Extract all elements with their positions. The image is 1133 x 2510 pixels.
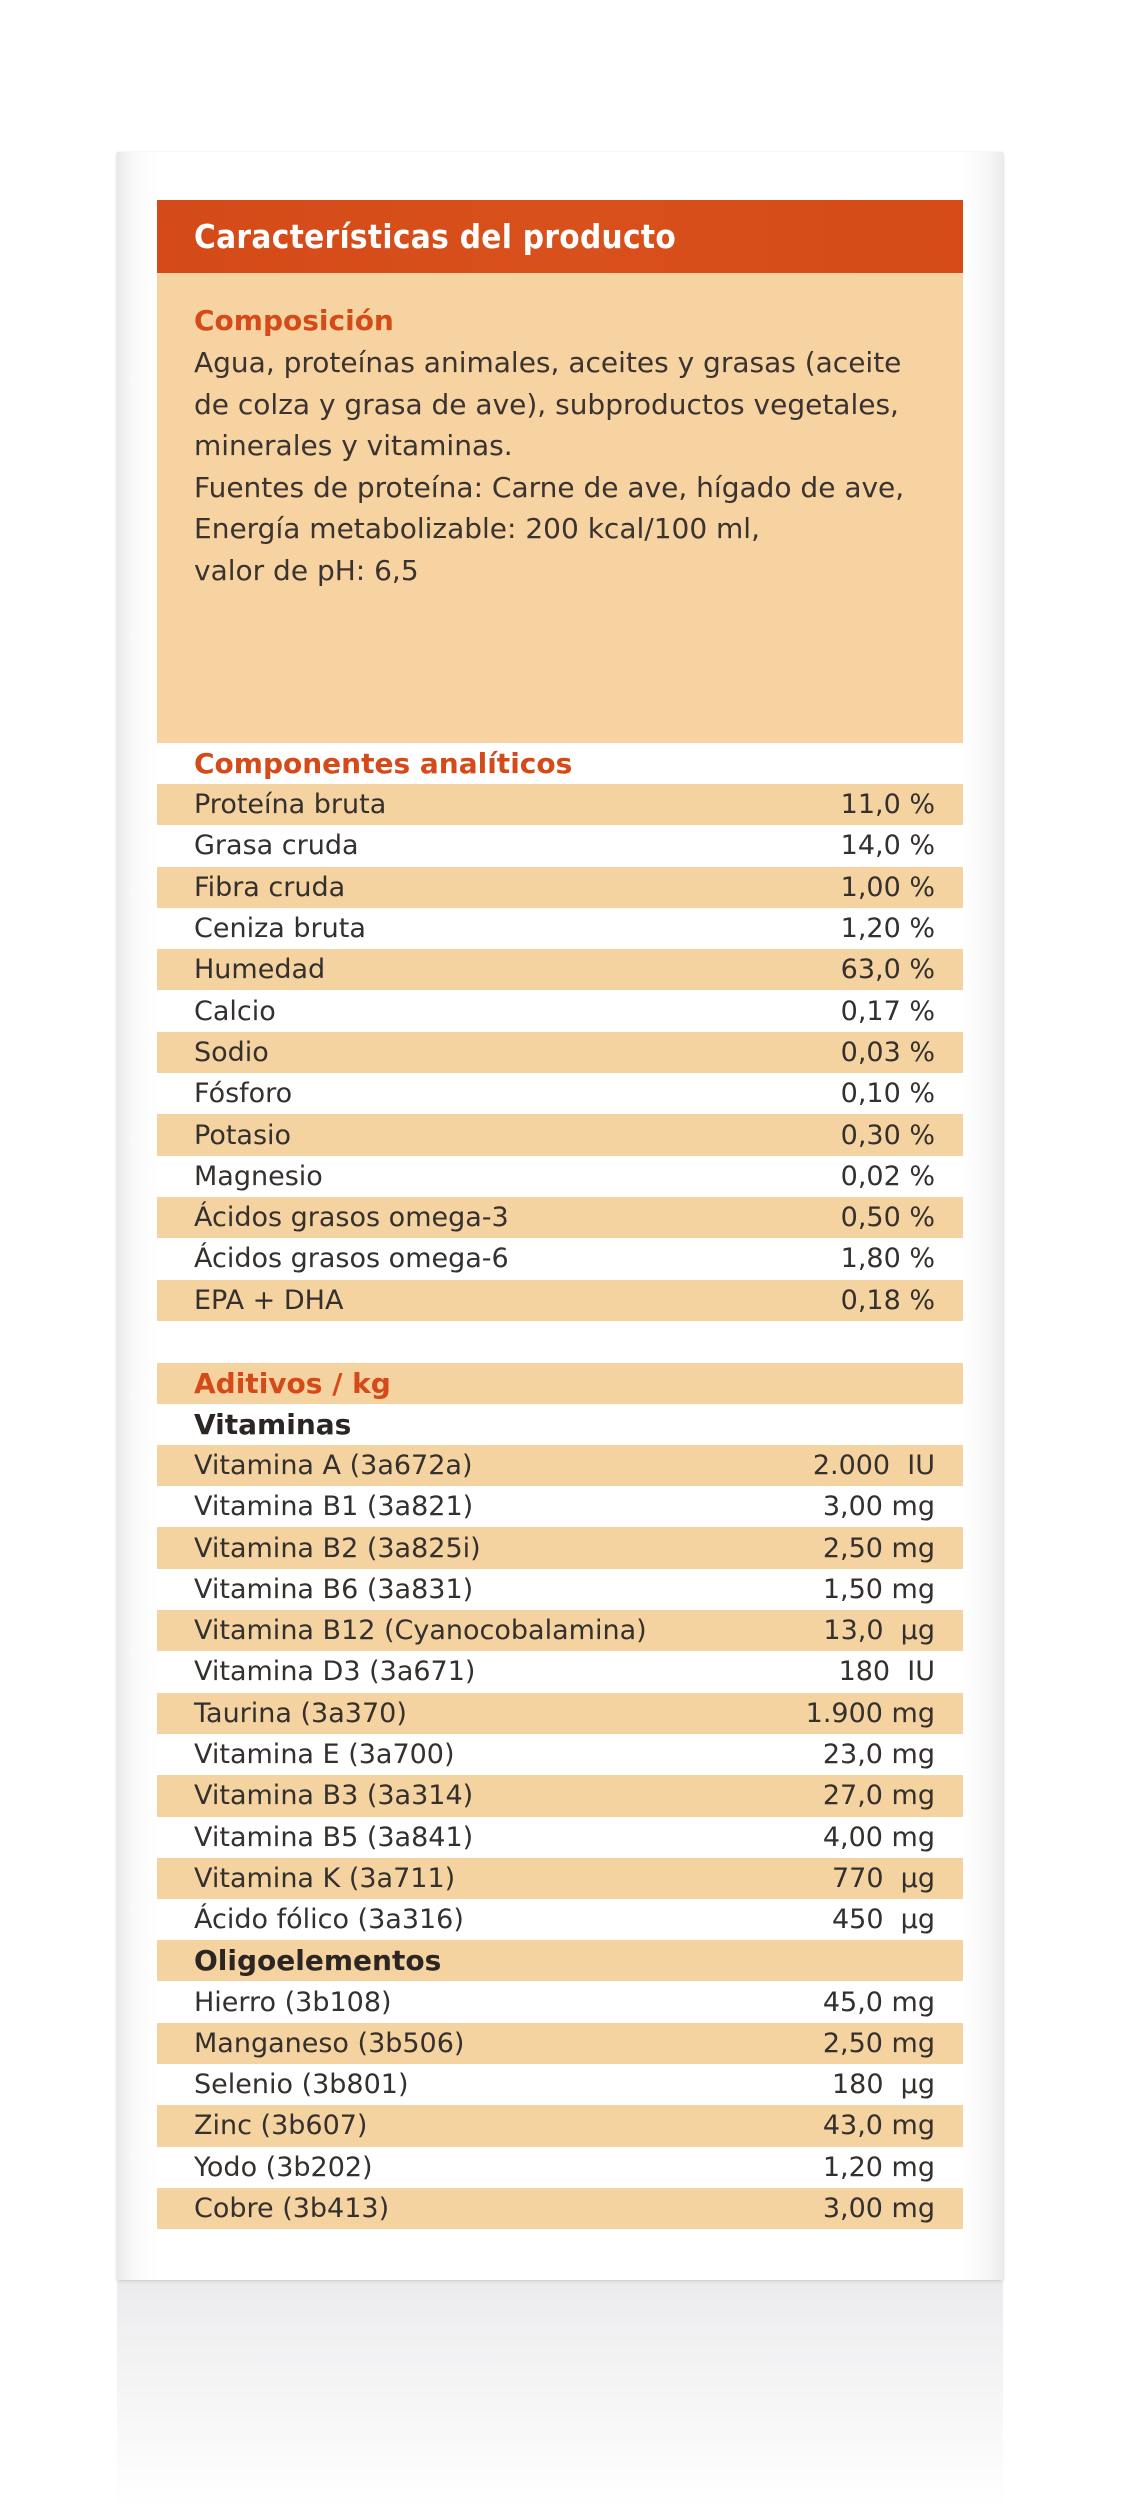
row-value: 1,20 mg xyxy=(822,2151,935,2183)
row-label: Manganeso (3b506) xyxy=(194,2027,465,2059)
table-row xyxy=(157,1858,963,1899)
row-value: 0,17 % xyxy=(840,995,935,1027)
table-row xyxy=(157,2023,963,2064)
row-label: Grasa cruda xyxy=(194,830,359,862)
table-row xyxy=(157,1899,963,1940)
table-row xyxy=(157,784,963,825)
row-label: Ácidos grasos omega-6 xyxy=(194,1243,509,1275)
row-value: 0,50 % xyxy=(840,1202,935,1234)
analytical-table xyxy=(157,784,963,1321)
table-row xyxy=(157,908,963,949)
row-value: 3,00 mg xyxy=(822,1491,935,1523)
table-row xyxy=(157,2105,963,2146)
row-label: Humedad xyxy=(194,954,326,986)
table-row xyxy=(157,1651,963,1692)
characteristics-panel xyxy=(157,200,963,2229)
table-row xyxy=(157,867,963,908)
section-gap xyxy=(157,1321,963,1363)
row-value: 3,00 mg xyxy=(822,2193,935,2225)
row-value: 23,0 mg xyxy=(822,1739,935,1771)
row-label: Vitamina B12 (Cyanocobalamina) xyxy=(194,1615,647,1647)
row-label: Sodio xyxy=(194,1036,269,1068)
row-label: Fibra cruda xyxy=(194,871,346,903)
table-row xyxy=(157,825,963,866)
row-label: Vitamina A (3a672a) xyxy=(194,1450,473,1481)
composition-text: Agua, proteínas animales, aceites y grasas (aceite de colza y grasa de ave), subproductos vegetales, minerales y vitaminas. Fuentes de proteína: Carne de ave, hígado de ave, Energía metabolizable: 200 kcal/100 ml, valor de pH: 6,5 xyxy=(194,346,905,587)
table-row xyxy=(157,1238,963,1279)
row-value: 4,00 mg xyxy=(822,1821,935,1853)
table-row xyxy=(157,1610,963,1651)
row-value: 1,00 % xyxy=(840,871,935,903)
row-value: 1,20 % xyxy=(840,913,935,945)
row-label: Cobre (3b413) xyxy=(194,2193,390,2225)
row-label: Ceniza bruta xyxy=(194,913,366,945)
trace-elements-table xyxy=(157,1981,963,2229)
table-row xyxy=(157,949,963,990)
row-label: Fósforo xyxy=(194,1078,293,1110)
row-value: 1.900 mg xyxy=(805,1697,935,1729)
analytical-title: Componentes analíticos xyxy=(194,747,573,780)
additives-title: Aditivos / kg xyxy=(157,1363,963,1404)
row-value: 0,18 % xyxy=(840,1284,935,1316)
row-value: 2,50 mg xyxy=(822,2027,935,2059)
row-label: Vitamina B5 (3a841) xyxy=(194,1821,474,1853)
table-row xyxy=(157,1280,963,1321)
row-label: Hierro (3b108) xyxy=(194,1986,392,2018)
row-value: 1,80 % xyxy=(840,1243,935,1275)
row-label: Vitamina D3 (3a671) xyxy=(194,1656,476,1688)
row-label: Taurina (3a370) xyxy=(194,1697,407,1729)
table-row xyxy=(157,1486,963,1527)
row-label: Yodo (3b202) xyxy=(194,2151,373,2183)
table-row xyxy=(157,1775,963,1816)
row-label: Vitamina E (3a700) xyxy=(194,1739,455,1771)
table-row xyxy=(157,2147,963,2188)
row-label: Vitamina B1 (3a821) xyxy=(194,1491,474,1523)
row-label: Proteína bruta xyxy=(194,789,387,821)
table-row xyxy=(157,1197,963,1238)
row-label: Magnesio xyxy=(194,1160,323,1192)
table-row xyxy=(157,1569,963,1610)
row-value: 43,0 mg xyxy=(822,2110,935,2142)
row-label: EPA + DHA xyxy=(194,1284,344,1316)
row-value: 770 µg xyxy=(831,1862,935,1894)
row-value: 0,02 % xyxy=(840,1160,935,1192)
product-reflection xyxy=(117,2282,1003,2510)
row-value: 180 IU xyxy=(838,1656,935,1688)
table-row xyxy=(157,1032,963,1073)
row-label: Vitamina B6 (3a831) xyxy=(194,1573,474,1605)
vitamins-table xyxy=(157,1445,963,1941)
table-row xyxy=(157,1734,963,1775)
table-row xyxy=(157,990,963,1031)
row-label: Ácido fólico (3a316) xyxy=(194,1904,464,1936)
table-row xyxy=(157,1114,963,1155)
row-value: 11,0 % xyxy=(840,789,935,821)
row-value: 27,0 mg xyxy=(822,1780,935,1812)
composition-block xyxy=(157,273,963,743)
table-row xyxy=(157,1445,963,1486)
table-row xyxy=(157,2064,963,2105)
row-value: 0,30 % xyxy=(840,1119,935,1151)
row-value: 45,0 mg xyxy=(822,1986,935,2018)
row-value: 14,0 % xyxy=(840,830,935,862)
panel-title: Características del producto xyxy=(157,200,963,273)
row-value: 450 µg xyxy=(831,1904,935,1936)
table-row xyxy=(157,1527,963,1568)
table-row xyxy=(157,2188,963,2229)
table-row xyxy=(157,1693,963,1734)
row-value: 1,50 mg xyxy=(822,1573,935,1605)
table-row xyxy=(157,1817,963,1858)
table-row xyxy=(157,1073,963,1114)
row-label: Selenio (3b801) xyxy=(194,2069,409,2101)
trace-elements-title: Oligoelementos xyxy=(157,1940,963,1981)
table-row xyxy=(157,1156,963,1197)
row-value: 13,0 µg xyxy=(823,1615,935,1647)
row-value: 180 µg xyxy=(831,2069,935,2101)
row-label: Calcio xyxy=(194,995,276,1027)
composition-title: Composición xyxy=(194,304,394,337)
row-label: Zinc (3b607) xyxy=(194,2110,368,2142)
row-value: 2.000 IU xyxy=(812,1450,935,1481)
vitamins-title: Vitaminas xyxy=(194,1407,352,1441)
row-label: Vitamina B3 (3a314) xyxy=(194,1780,474,1812)
row-value: 63,0 % xyxy=(840,954,935,986)
row-label: Vitamina B2 (3a825i) xyxy=(194,1532,481,1564)
row-value: 0,10 % xyxy=(840,1078,935,1110)
table-row xyxy=(157,1981,963,2022)
row-value: 2,50 mg xyxy=(822,1532,935,1564)
row-value: 0,03 % xyxy=(840,1036,935,1068)
row-label: Potasio xyxy=(194,1119,292,1151)
row-label: Vitamina K (3a711) xyxy=(194,1862,456,1894)
row-label: Ácidos grasos omega-3 xyxy=(194,1202,509,1234)
